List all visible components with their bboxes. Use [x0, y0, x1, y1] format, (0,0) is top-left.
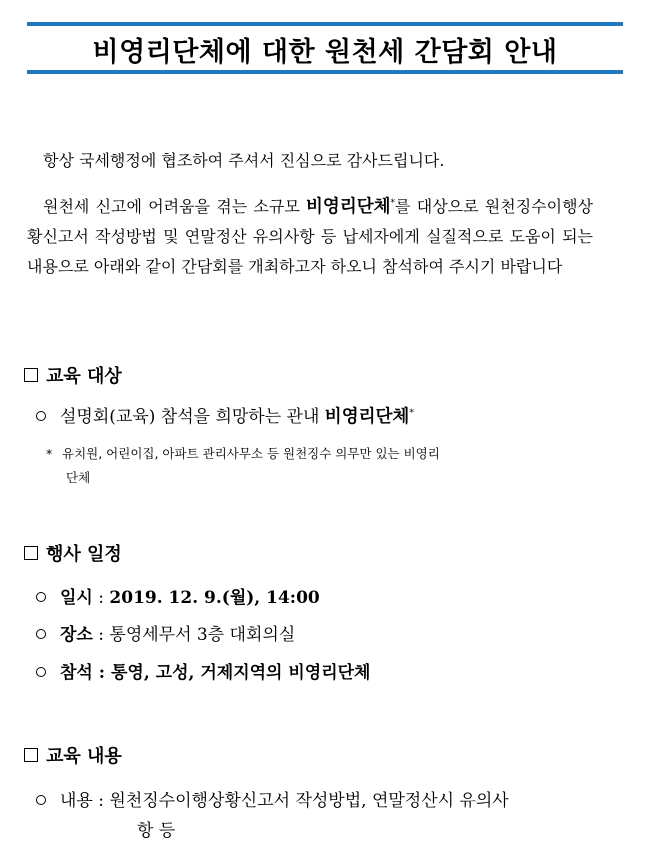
content-value-line-2: 항 등 [137, 821, 176, 841]
title-rule-top [27, 22, 623, 26]
greeting-text: 항상 국세행정에 협조하여 주셔서 진심으로 감사드립니다. [43, 151, 445, 170]
content-separator: : [92, 791, 110, 811]
intro-text-post: 를 대상으로 원천징수이행상황신고서 작성방법 및 연말정산 유의사항 등 납세자에게 실질적으로 도움이 되는 내용으로 아래와 같이 간담회를 개최하고자 하오니 참석하여 주시기 바랍니다 [27, 197, 593, 276]
circle-bullet-icon [36, 667, 46, 677]
datetime-value: 2019. 12. 9.(월), 14:00 [109, 588, 320, 608]
section-heading-content-text: 교육 내용 [46, 746, 122, 767]
target-item-star: * [409, 408, 414, 419]
content-item [36, 786, 509, 811]
schedule-place [36, 620, 295, 645]
section-heading-schedule-text: 행사 일정 [46, 544, 122, 565]
section-heading-target-text: 교육 대상 [46, 366, 122, 387]
datetime-separator: : [92, 588, 110, 608]
place-label: 장소 [60, 625, 93, 645]
footnote-line-2: 단체 [66, 470, 91, 485]
checkbox-square-icon [24, 546, 38, 560]
attend-separator: : [92, 663, 111, 683]
circle-bullet-icon [36, 629, 46, 639]
target-item [36, 402, 414, 428]
schedule-attendees [36, 658, 370, 683]
schedule-datetime [36, 583, 320, 608]
attend-value: 통영, 고성, 거제지역의 비영리단체 [110, 663, 371, 683]
circle-bullet-icon [36, 795, 46, 805]
intro-text-pre: 원천세 신고에 어려움을 겪는 소규모 [43, 197, 307, 216]
intro-footnote-star: * [390, 198, 396, 209]
intro-bold-nonprofit: 비영리단체 [306, 197, 391, 217]
section-heading-content [24, 742, 122, 768]
target-item-text: 설명회(교육) 참석을 희망하는 관내 [60, 407, 325, 427]
footnote-line-1: 유치원, 어린이집, 아파트 관리사무소 등 원천징수 의무만 있는 비영리 [62, 446, 440, 461]
intro-paragraph [27, 192, 593, 282]
section-heading-target [24, 362, 122, 388]
content-label: 내용 [60, 791, 93, 811]
checkbox-square-icon [24, 368, 38, 382]
target-item-bold: 비영리단체 [324, 407, 410, 427]
checkbox-square-icon [24, 748, 38, 762]
section-heading-schedule [24, 540, 122, 566]
datetime-label: 일시 [60, 588, 93, 608]
attend-label: 참석 [60, 663, 93, 683]
target-footnote [46, 442, 594, 490]
place-separator: : [92, 625, 110, 645]
content-value-line-1: 원천징수이행상황신고서 작성방법, 연말정산시 유의사 [109, 791, 509, 811]
title-banner [27, 22, 623, 74]
title-rule-bottom [27, 70, 623, 74]
greeting-paragraph [27, 146, 593, 176]
place-value: 통영세무서 3층 대회의실 [109, 625, 296, 645]
footnote-star: * [46, 446, 53, 461]
circle-bullet-icon [36, 411, 46, 421]
circle-bullet-icon [36, 592, 46, 602]
page-title: 비영리단체에 대한 원천세 간담회 안내 [92, 37, 558, 68]
